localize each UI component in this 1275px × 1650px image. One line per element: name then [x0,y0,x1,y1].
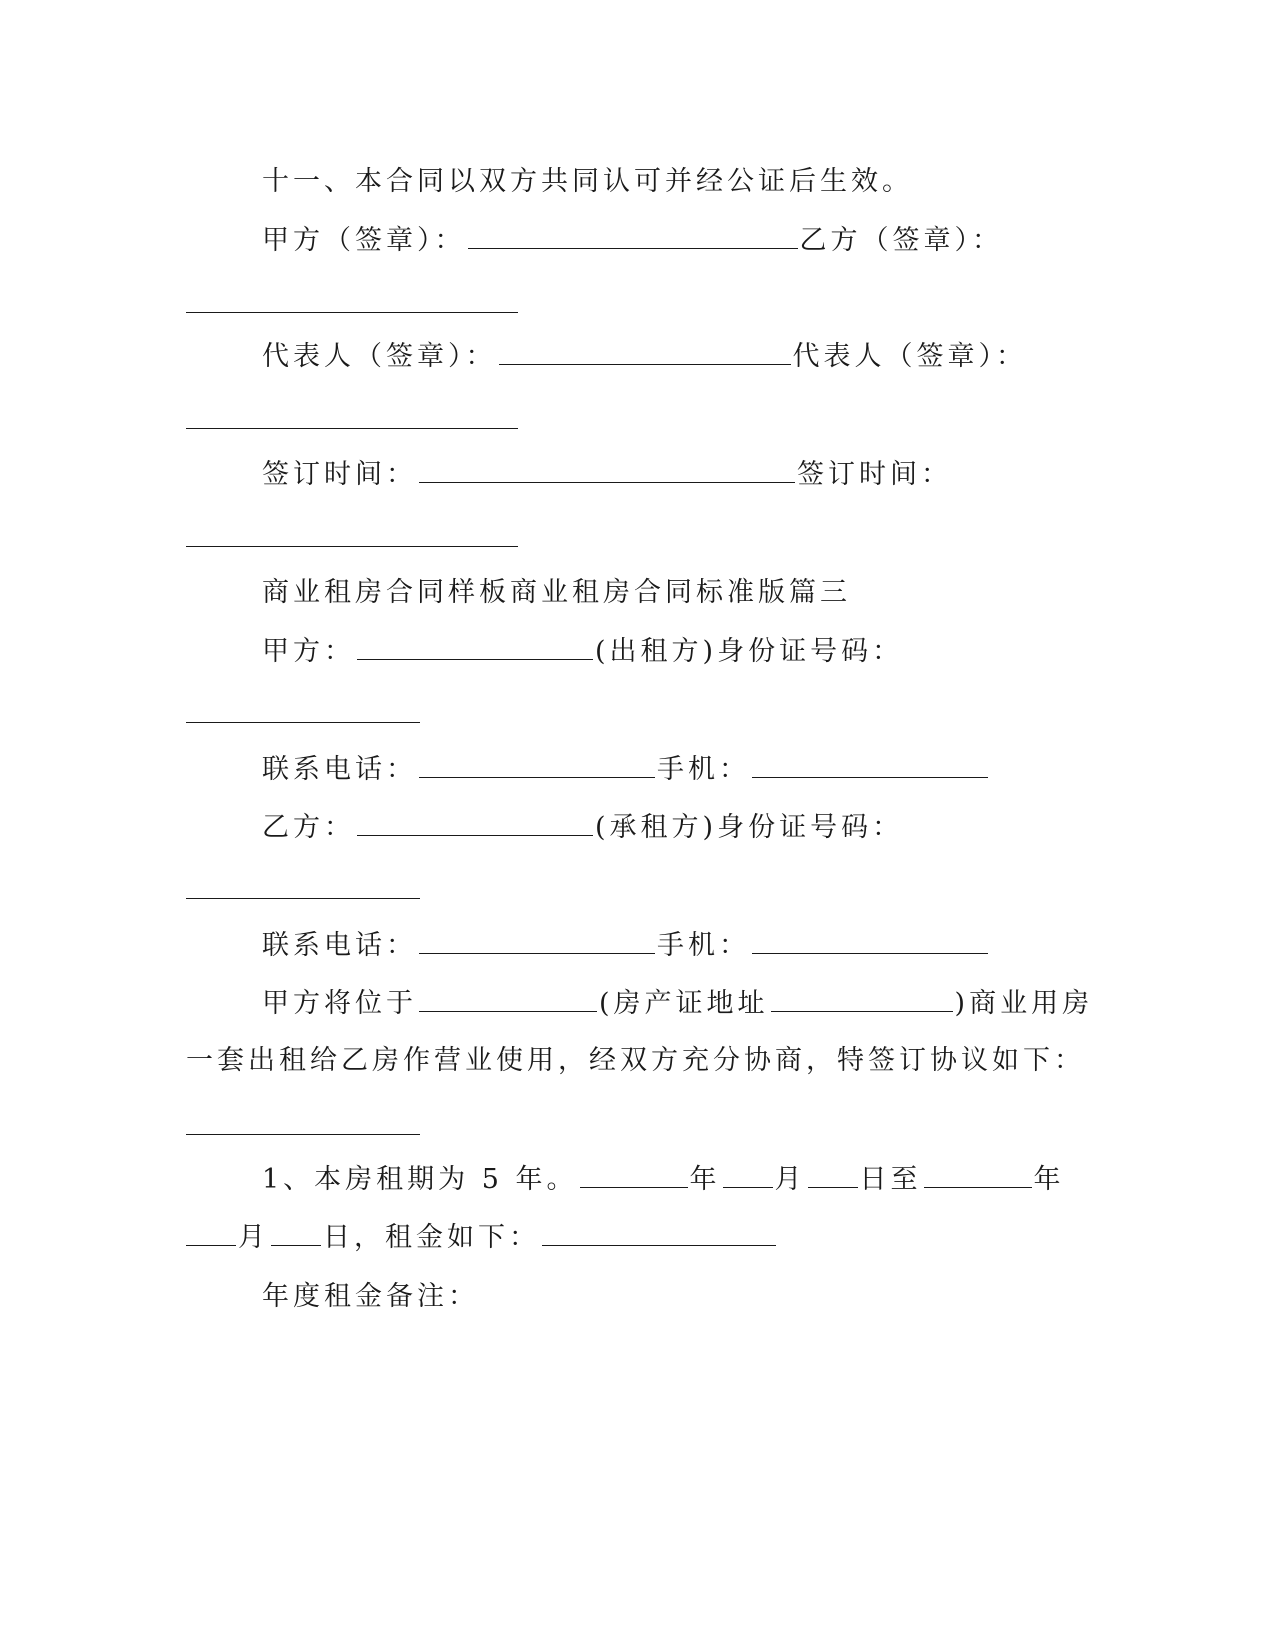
property-cert-address-blank[interactable] [771,985,953,1012]
representative-a-blank[interactable] [499,338,791,365]
party-b-id-blank[interactable] [186,898,420,899]
party-a-seal-line: 甲方（签章）： 乙方（签章）： [262,222,1003,258]
lease-purpose-line: 一套出租给乙房作营业使用，经双方充分协商，特签订协议如下： [186,1045,1085,1076]
party-a-seal-blank[interactable] [468,222,798,249]
annual-rent-note: 年度租金备注： [262,1281,479,1312]
section-title: 商业租房合同样板商业租房合同标准版篇三 [262,577,851,608]
party-b-name-blank[interactable] [357,809,593,836]
lease-term-end-line: 月 日，租金如下： [186,1219,778,1255]
end-month-blank[interactable] [186,1219,236,1246]
representative-b-blank[interactable] [186,428,518,429]
property-location-line: 甲方将位于 (房产证地址 )商业用房 [262,985,1093,1021]
start-year-blank[interactable] [580,1161,688,1188]
party-a-contact-line: 联系电话： 手机： [262,751,990,787]
party-b-seal-blank[interactable] [186,312,518,313]
start-day-blank[interactable] [808,1161,858,1188]
property-location-blank[interactable] [419,985,597,1012]
signing-date-a-blank[interactable] [419,456,795,483]
party-b-line: 乙方： (承租方)身份证号码： [262,809,903,845]
start-month-blank[interactable] [723,1161,773,1188]
party-b-phone-blank[interactable] [419,927,655,954]
party-a-name-blank[interactable] [357,633,593,660]
lease-term-line: 1、本房租期为 5 年。 年 月 日至 年 [262,1161,1065,1197]
party-a-id-blank[interactable] [186,722,420,723]
rent-blank[interactable] [542,1219,776,1246]
party-a-mobile-blank[interactable] [752,751,988,778]
end-day-blank[interactable] [271,1219,321,1246]
party-b-mobile-blank[interactable] [752,927,988,954]
party-a-line: 甲方： (出租方)身份证号码： [262,633,903,669]
signing-date-b-blank[interactable] [186,546,518,547]
party-a-phone-blank[interactable] [419,751,655,778]
signing-date-line: 签订时间： 签订时间： [262,456,952,492]
agreement-blank[interactable] [186,1134,420,1135]
clause-eleven: 十一、本合同以双方共同认可并经公证后生效。 [262,166,913,197]
party-b-contact-line: 联系电话： 手机： [262,927,990,963]
representative-seal-line: 代表人（签章）： 代表人（签章）： [262,338,1027,374]
end-year-blank[interactable] [924,1161,1032,1188]
